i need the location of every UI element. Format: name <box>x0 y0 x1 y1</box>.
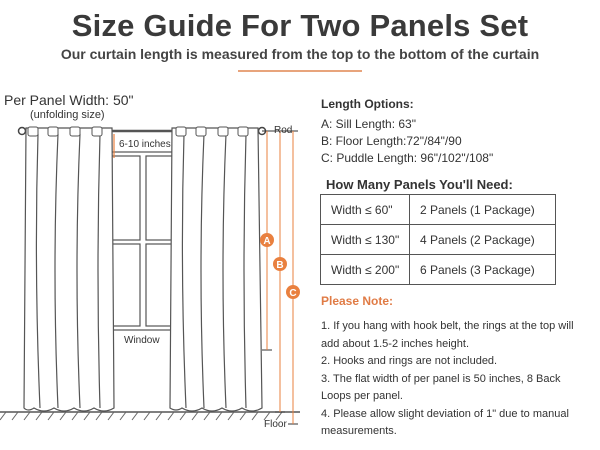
right-curtain-panel <box>170 128 262 411</box>
note-list <box>321 318 589 441</box>
table-row <box>321 225 556 255</box>
note-item: 3. The flat width of per panel is 50 inches, 8 Back Loops per panel. <box>321 372 561 402</box>
note-item: 1. If you hang with hook belt, the rings at the top will add about 1.5-2 inches height. <box>321 320 574 350</box>
width-cell: Width ≤ 130" <box>321 225 410 255</box>
floor-hatch <box>0 412 282 420</box>
panels-cell: 2 Panels (1 Package) <box>410 195 556 225</box>
panels-needed-title: How Many Panels You'll Need: <box>326 177 513 192</box>
length-option-b: B: Floor Length:72"/84"/90 <box>321 134 462 148</box>
measure-lines-accent <box>267 131 293 424</box>
length-option-c: C: Puddle Length: 96"/102"/108" <box>321 151 494 165</box>
floor-label: Floor <box>264 419 287 430</box>
unfolding-label: (unfolding size) <box>30 109 105 121</box>
width-cell: Width ≤ 200" <box>321 255 410 285</box>
marker-b-label: B <box>276 260 284 271</box>
panel-width-label: Per Panel Width: 50" <box>4 92 134 108</box>
table-row <box>321 195 556 225</box>
page-subtitle: Our curtain length is measured from the top to the bottom of the curtain <box>60 46 540 62</box>
panels-table <box>320 194 556 285</box>
marker-c-label: C <box>289 288 297 299</box>
panels-cell: 4 Panels (2 Package) <box>410 225 556 255</box>
note-item: 4. Please allow slight deviation of 1" due to manual measurements. <box>321 407 569 437</box>
window-label: Window <box>124 335 160 346</box>
gap-label: 6-10 inches <box>119 139 171 150</box>
marker-a-label: A <box>263 236 271 247</box>
length-options-title: Length Options: <box>321 97 414 111</box>
rod-end-left <box>19 128 26 135</box>
panels-cell: 6 Panels (3 Package) <box>410 255 556 285</box>
length-option-a: A: Sill Length: 63" <box>321 117 416 131</box>
table-row <box>321 255 556 285</box>
width-cell: Width ≤ 60" <box>321 195 410 225</box>
rod-label: Rod <box>274 125 293 136</box>
left-curtain-panel <box>24 128 114 411</box>
note-item: 2. Hooks and rings are not included. <box>321 355 498 367</box>
note-title: Please Note: <box>321 294 394 308</box>
page-title: Size Guide For Two Panels Set <box>71 8 529 43</box>
